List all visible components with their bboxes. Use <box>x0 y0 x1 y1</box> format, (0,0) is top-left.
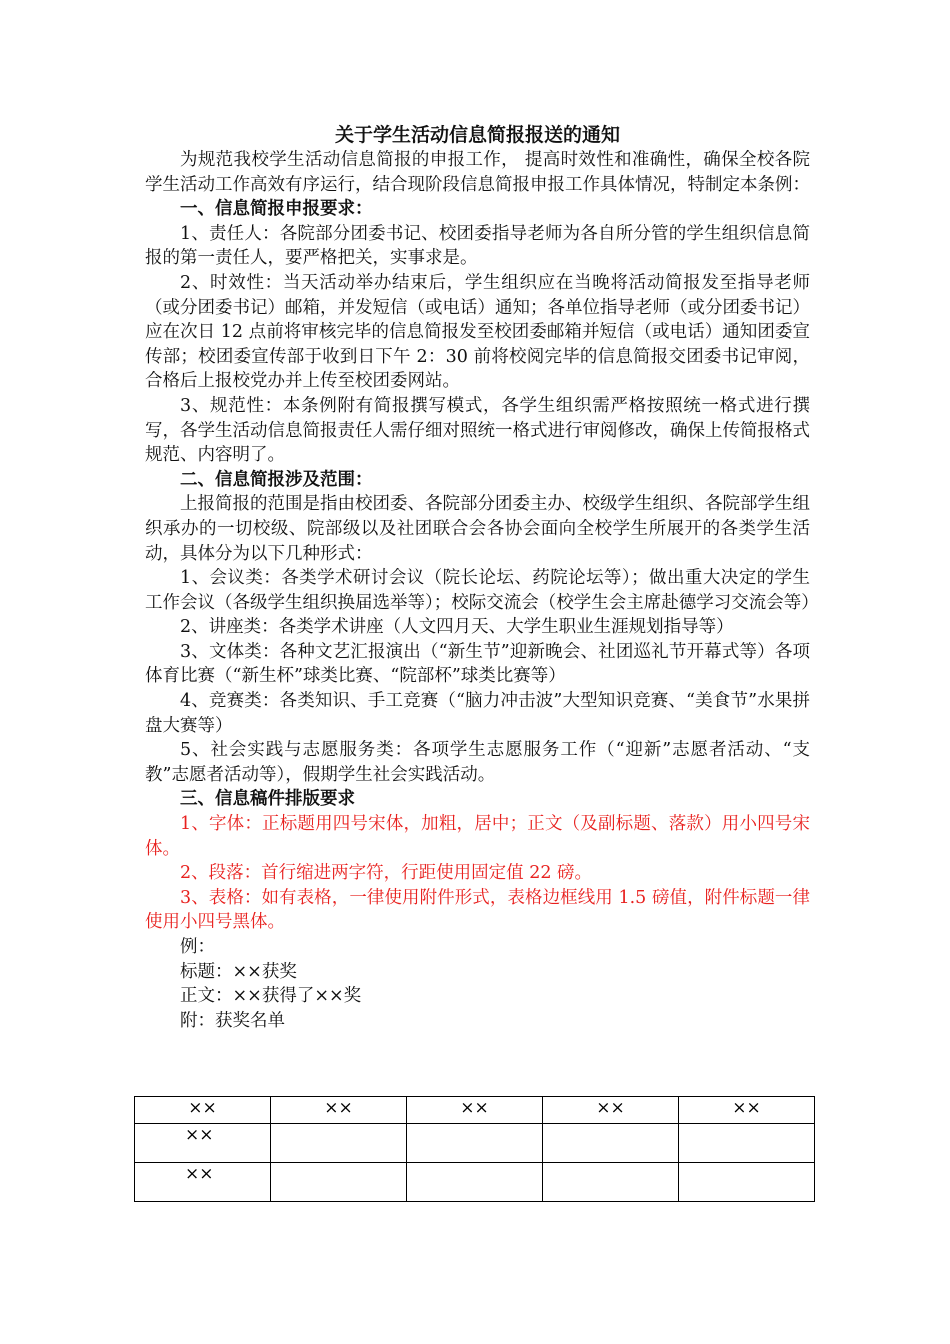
table-cell <box>543 1124 679 1163</box>
section2-item: 3、文体类：各种文艺汇报演出（“新生节”迎新晚会、社团巡礼节开幕式等）各项体育比赛（“新生杯”球类比赛、“院部杯”球类比赛等） <box>145 641 810 687</box>
example-label: 例： <box>180 937 215 957</box>
table-header-cell: ×× <box>271 1097 407 1124</box>
section2-heading: 二、信息简报涉及范围： <box>180 469 373 490</box>
award-table <box>134 1096 815 1202</box>
section2-item: 1、会议类：各类学术研讨会议（院长论坛、药院论坛等）；做出重大决定的学生工作会议（各级学生组织换届选举等）；校际交流会（校学生会主席赴德学习交流会等） <box>145 568 819 613</box>
section3-item: 3、表格：如有表格，一律使用附件形式，表格边框线用 1.5 磅值，附件标题一律使用小四号黑体。 <box>145 887 810 933</box>
table-header-cell: ×× <box>135 1097 271 1124</box>
section2-item: 5、社会实践与志愿服务类：各项学生志愿服务工作（“迎新”志愿者活动、“支教”志愿者活动等），假期学生社会实践活动。 <box>145 740 810 785</box>
table-header-row <box>135 1097 815 1124</box>
table-row <box>135 1124 815 1163</box>
table-header-cell: ×× <box>543 1097 679 1124</box>
table-header-cell: ×× <box>407 1097 543 1124</box>
table-header-cell: ×× <box>679 1097 815 1124</box>
document-page <box>145 122 819 1033</box>
section1-item: 1、责任人：各院部分团委书记、校团委指导老师为各自所分管的学生组织信息简报的第一责任人，要严格把关，实事求是。 <box>145 223 810 269</box>
section1-item: 2、时效性：当天活动举办结束后，学生组织应在当晚将活动简报发至指导老师（或分团委书记）邮箱，并发短信（或电话）通知；各单位指导老师（或分团委书记）应在次日 12 点前将审核完毕的信息简报发至校团委邮箱并短信（或电话）通知团委宣传部；校团委宣传部于收到日下午 2：30 前将校阅完毕的信息简报交团委书记审阅，合格后上报校党办并上传至校团委网站。 <box>145 272 810 392</box>
table-cell: ×× <box>135 1124 271 1163</box>
section3-heading: 三、信息稿件排版要求 <box>180 789 355 810</box>
document-title: 关于学生活动信息简报报送的通知 <box>334 124 620 146</box>
table-cell <box>271 1163 407 1202</box>
table-cell <box>679 1124 815 1163</box>
section1-heading: 一、信息简报申报要求： <box>180 199 373 220</box>
section3-item: 2、段落：首行缩进两字符，行距使用固定值 22 磅。 <box>180 863 593 884</box>
example-attachment-line: 附：获奖名单 <box>180 1010 285 1031</box>
table-cell <box>407 1163 543 1202</box>
section2-item: 4、竞赛类：各类知识、手工竞赛（“脑力冲击波”大型知识竞赛、“美食节”水果拼盘大赛等） <box>145 691 810 736</box>
table-cell <box>543 1163 679 1202</box>
example-body-line: 正文：××获得了××奖 <box>180 986 362 1007</box>
intro-paragraph: 为规范我校学生活动信息简报的申报工作， 提高时效性和准确性，确保全校各院学生活动工作高效有序运行，结合现阶段信息简报申报工作具体情况，特制定本条例： <box>145 150 810 195</box>
section2-item: 2、讲座类：各类学术讲座（人文四月天、大学生职业生涯规划指导等） <box>180 617 734 638</box>
section1-item: 3、规范性：本条例附有简报撰写模式，各学生组织需严格按照统一格式进行撰写，各学生活动信息简报责任人需仔细对照统一格式进行审阅修改，确保上传简报格式规范、内容明了。 <box>145 395 810 466</box>
table-cell <box>679 1163 815 1202</box>
table-cell <box>407 1124 543 1163</box>
section3-item: 1、字体：正标题用四号宋体，加粗，居中；正文（及副标题、落款）用小四号宋体。 <box>145 814 810 859</box>
example-title-line: 标题：××获奖 <box>180 961 297 982</box>
table-row <box>135 1163 815 1202</box>
table-cell: ×× <box>135 1163 271 1202</box>
section2-intro: 上报简报的范围是指由校团委、各院部分团委主办、校级学生组织、各院部学生组织承办的一切校级、院部级以及社团联合会各协会面向全校学生所展开的各类学生活动，具体分为以下几种形式： <box>145 494 810 564</box>
table-cell <box>271 1124 407 1163</box>
